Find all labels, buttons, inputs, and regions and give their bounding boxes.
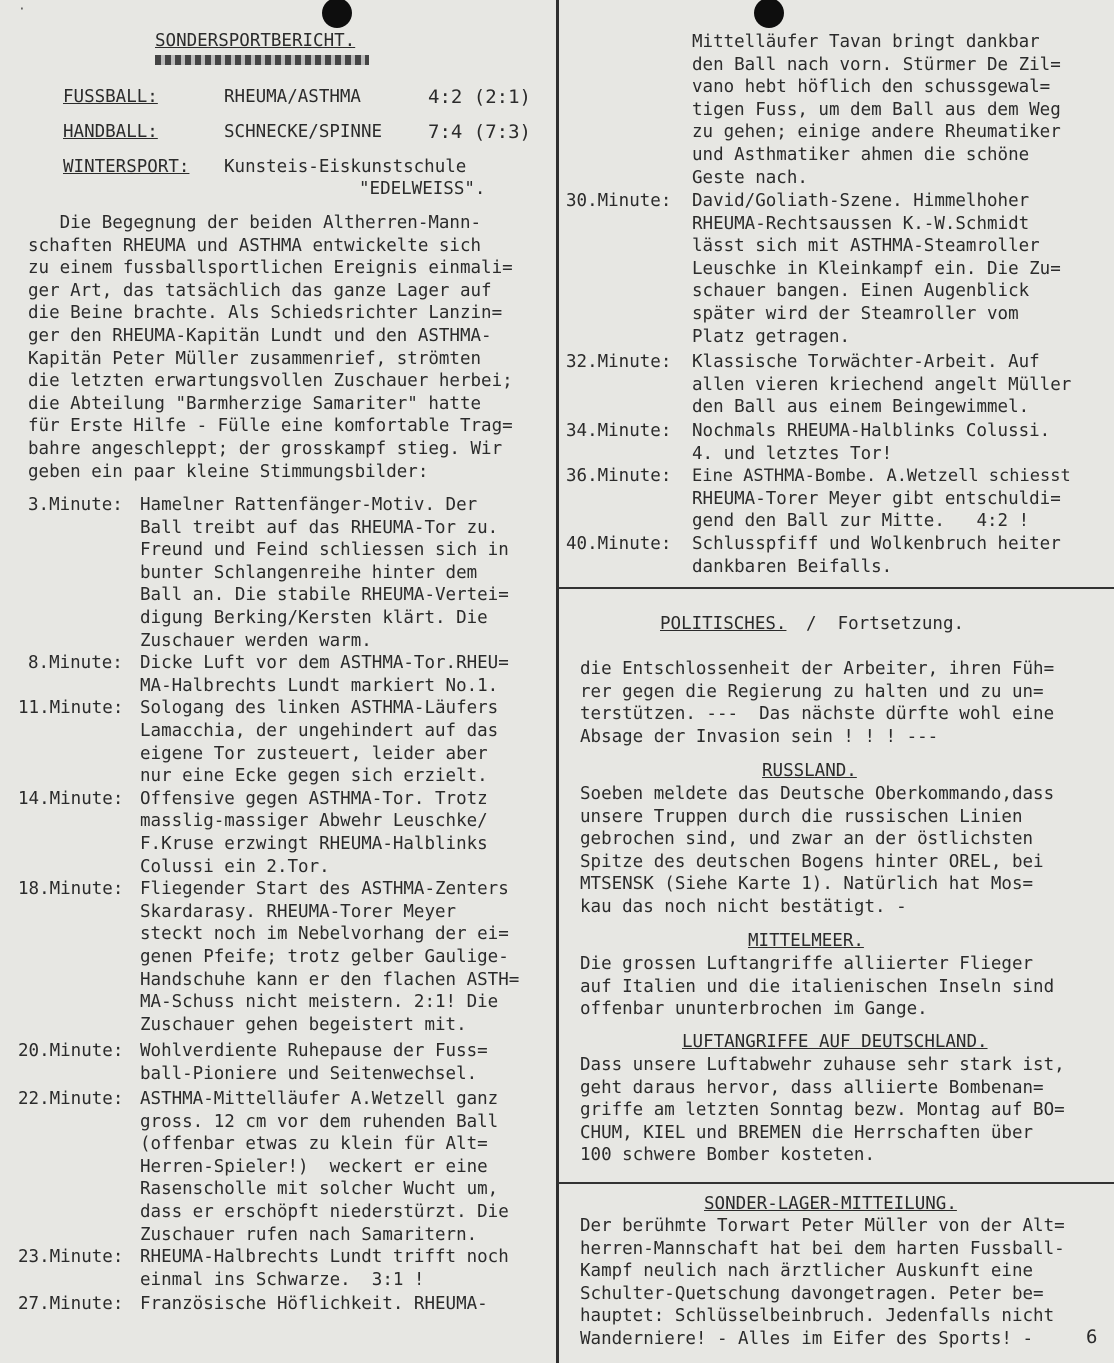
minute-text: steckt noch im Nebelvorhang der ei=	[140, 924, 509, 945]
minute-text: MA-Schuss nicht meistern. 2:1! Die	[140, 992, 499, 1013]
sonder-line: hauptet: Schlüsselbeinbruch. Jedenfalls nicht	[580, 1306, 1055, 1327]
minute-text: schauer bangen. Einen Augenblick	[692, 281, 1030, 302]
politics-subheading: / Fortsetzung.	[806, 614, 965, 634]
luftangriffe-line: 100 schwere Bomber kosteten.	[580, 1145, 876, 1166]
russland-line: gebrochen sind, und zwar an der östlichsten	[580, 829, 1034, 850]
cont-line: Mittelläufer Tavan bringt dankbar	[692, 32, 1040, 52]
cont-line: Geste nach.	[692, 167, 808, 188]
minute-label: 20.Minute:	[18, 1041, 124, 1061]
minute-label: 8.Minute:	[28, 653, 123, 674]
minute-text: Zuschauer rufen nach Samaritern.	[140, 1224, 478, 1245]
mittelmeer-line: auf Italien und die italienischen Inseln sind	[580, 976, 1055, 997]
russland-line: kau das noch nicht bestätigt. -	[580, 897, 907, 917]
russland-line: Spitze des deutschen Bogens hinter OREL, bei	[580, 851, 1044, 872]
minute-text: Nochmals RHEUMA-Halblinks Colussi.	[692, 421, 1051, 441]
luftangriffe-line: geht daraus hervor, dass alliierte Bombenan=	[580, 1077, 1044, 1098]
intro-line: bahre angeschleppt; der grosskampf stieg. Wir	[28, 439, 503, 459]
cont-line: den Ball nach vorn. Stürmer De Zil=	[692, 54, 1061, 75]
minute-label: 18.Minute:	[18, 879, 124, 900]
intro-line: für Erste Hilfe - Fülle eine komfortable Trag=	[28, 416, 513, 437]
intro-line: ger Art, das tatsächlich das ganze Lager auf	[28, 280, 492, 301]
politics-line: die Entschlossenheit der Arbeiter, ihren Füh=	[580, 659, 1055, 679]
minute-text: ASTHMA-Mittelläufer A.Wetzell ganz	[140, 1089, 499, 1109]
minute-text: Offensive gegen ASTHMA-Tor. Trotz	[140, 788, 488, 809]
minute-text: Sologang des linken ASTHMA-Läufers	[140, 698, 499, 719]
minute-text: masslig-massiger Abwehr Leuschke/	[140, 811, 488, 832]
minute-text: 4. und letztes Tor!	[692, 443, 893, 464]
minute-text: dankbaren Beifalls.	[692, 556, 893, 577]
mittelmeer-heading: MITTELMEER.	[748, 931, 864, 951]
minute-text: David/Goliath-Szene. Himmelhoher	[692, 191, 1030, 211]
minute-text: dass er erschöpft niederstürzt. Die	[140, 1202, 509, 1222]
minute-label: 22.Minute:	[18, 1089, 124, 1109]
minute-text: ball-Pioniere und Seitenwechsel.	[140, 1063, 478, 1084]
cont-line: vano hebt höflich den schussgewal=	[692, 77, 1051, 98]
minute-text: allen vieren kriechend angelt Müller	[692, 374, 1072, 395]
intro-line: geben ein paar kleine Stimmungsbilder:	[28, 461, 429, 482]
minute-text: Französische Höflichkeit. RHEUMA-	[140, 1294, 488, 1314]
russland-heading: RUSSLAND.	[762, 761, 857, 781]
intro-line: ger den RHEUMA-Kapitän Lundt und den ASTHMA-	[28, 326, 492, 346]
minute-text: digung Berking/Kersten klärt. Die	[140, 608, 488, 628]
minute-text: einmal ins Schwarze. 3:1 !	[140, 1269, 425, 1290]
minute-text: F.Kruse erzwingt RHEUMA-Halblinks	[140, 834, 488, 854]
result-sport-2: HANDBALL:	[63, 122, 158, 142]
sonder-line: herren-Mannschaft hat bei dem harten Fussball-	[580, 1238, 1065, 1259]
minute-text: genen Pfeife; trotz gelber Gaulige-	[140, 947, 509, 967]
minute-text: RHEUMA-Torer Meyer gibt entschuldi=	[692, 488, 1061, 509]
minute-text: später wird der Steamroller vom	[692, 304, 1019, 324]
minute-text: (offenbar etwas zu klein für Alt=	[140, 1134, 488, 1155]
minute-text: Zuschauer gehen begeistert mit.	[140, 1014, 467, 1035]
minute-text: nur eine Ecke gegen sich erzielt.	[140, 766, 488, 787]
minute-text: den Ball aus einem Beingewimmel.	[692, 397, 1030, 418]
result-sport-1: FUSSBALL:	[63, 87, 158, 107]
report-title: SONDERSPORTBERICHT.	[155, 31, 356, 51]
punch-hole-left	[322, 0, 352, 28]
intro-line: die Beine brachte. Als Schiedsrichter Lanzin=	[28, 303, 503, 324]
column-divider	[556, 0, 559, 1363]
politics-line: rer gegen die Regierung zu halten und zu un=	[580, 681, 1044, 702]
winter-line-1: Kunsteis-Eiskunstschule	[224, 157, 467, 177]
minute-text: gend den Ball zur Mitte. 4:2 !	[692, 511, 1030, 532]
minute-text: Fliegender Start des ASTHMA-Zenters	[140, 879, 509, 900]
section-divider-1	[557, 587, 1114, 589]
title-underline-bar	[155, 55, 369, 65]
winter-label: WINTERSPORT:	[63, 157, 190, 177]
cont-line: und Asthmatiker ahmen die schöne	[692, 145, 1030, 165]
luftangriffe-line: griffe am letzten Sonntag bezw. Montag auf BO=	[580, 1100, 1065, 1121]
result-score-2: 7:4 (7:3)	[428, 121, 531, 143]
minute-text: Zuschauer werden warm.	[140, 630, 372, 651]
minute-label: 14.Minute:	[18, 788, 124, 809]
russland-line: unsere Truppen durch die russischen Linien	[580, 806, 1023, 827]
sonder-line: Schulter-Quetschung davongetragen. Peter be=	[580, 1283, 1044, 1304]
minute-text: RHEUMA-Halbrechts Lundt trifft noch	[140, 1247, 509, 1268]
punch-hole-right	[754, 0, 784, 28]
intro-line: die letzten erwartungsvollen Zuschauer herbei;	[28, 371, 513, 392]
minute-text: Handschuhe kann er den flachen ASTH=	[140, 969, 520, 990]
intro-line: Die Begegnung der beiden Altherren-Mann-	[28, 213, 482, 233]
winter-line-2: "EDELWEISS".	[359, 179, 486, 199]
minute-text: Ball treibt auf das RHEUMA-Tor zu.	[140, 517, 499, 538]
minute-label: 40.Minute:	[566, 534, 672, 554]
minute-label: 32.Minute:	[566, 352, 672, 372]
cont-line: zu gehen; einige andere Rheumatiker	[692, 122, 1061, 143]
minute-text: RHEUMA-Rechtsaussen K.-W.Schmidt	[692, 213, 1030, 234]
intro-line: Kapitän Peter Müller zusammenrief, strömten	[28, 348, 482, 369]
minute-label: 30.Minute:	[566, 191, 672, 211]
minute-label: 36.Minute:	[566, 466, 672, 486]
minute-text: MA-Halbrechts Lundt markiert No.1.	[140, 675, 499, 696]
minute-text: Klassische Torwächter-Arbeit. Auf	[692, 352, 1040, 372]
minute-label: 27.Minute:	[18, 1294, 124, 1314]
result-score-1: 4:2 (2:1)	[428, 86, 531, 108]
minute-text: lässt sich mit ASTHMA-Steamroller	[692, 236, 1040, 257]
minute-text: Hamelner Rattenfänger-Motiv. Der	[140, 495, 478, 515]
minute-text: Herren-Spieler!) weckert er eine	[140, 1156, 488, 1177]
minute-text: Eine ASTHMA-Bombe. A.Wetzell schiesst	[692, 466, 1071, 486]
intro-line: zu einem fussballsportlichen Ereignis einmali=	[28, 258, 513, 279]
luftangriffe-line: Dass unsere Luftabwehr zuhause sehr stark ist,	[580, 1055, 1065, 1075]
intro-line: die Abteilung "Barmherzige Samariter" hatte	[28, 393, 482, 414]
minute-text: gross. 12 cm vor dem ruhenden Ball	[140, 1111, 499, 1132]
minute-text: Lamacchia, der ungehindert auf das	[140, 721, 499, 741]
sonder-heading: SONDER-LAGER-MITTEILUNG.	[704, 1194, 957, 1214]
minute-text: Leuschke in Kleinkampf ein. Die Zu=	[692, 258, 1061, 279]
minute-text: Colussi ein 2.Tor.	[140, 856, 330, 877]
minute-text: Ball an. Die stabile RHEUMA-Vertei=	[140, 585, 509, 606]
minute-text: Schlusspfiff und Wolkenbruch heiter	[692, 534, 1061, 554]
sonder-line: Der berühmte Torwart Peter Müller von der Alt=	[580, 1216, 1065, 1236]
politics-line: Absage der Invasion sein ! ! ! ---	[580, 726, 939, 747]
minute-text: Platz getragen.	[692, 326, 851, 347]
result-teams-1: RHEUMA/ASTHMA	[224, 87, 361, 107]
minute-text: Wohlverdiente Ruhepause der Fuss=	[140, 1041, 488, 1061]
politics-line: terstützen. --- Das nächste dürfte wohl eine	[580, 704, 1055, 725]
minute-text: Skardarasy. RHEUMA-Torer Meyer	[140, 901, 457, 922]
minute-text: eigene Tor zusteuert, leider aber	[140, 743, 488, 764]
minute-text: Rasenscholle mit solcher Wucht um,	[140, 1179, 499, 1200]
minute-label: 23.Minute:	[18, 1247, 124, 1268]
politics-heading: POLITISCHES.	[660, 614, 787, 634]
mittelmeer-line: Die grossen Luftangriffe alliierter Flieger	[580, 954, 1034, 974]
intro-line: schaften RHEUMA und ASTHMA entwickelte sich	[28, 235, 482, 256]
russland-line: MTSENSK (Siehe Karte 1). Natürlich hat Mos=	[580, 874, 1034, 895]
luftangriffe-line: CHUM, KIEL und BREMEN die Herrschaften über	[580, 1122, 1034, 1143]
section-divider-2	[557, 1182, 1114, 1184]
sonder-line: Wanderniere! - Alles im Eifer des Sports! -	[580, 1329, 1034, 1349]
minute-label: 11.Minute:	[18, 698, 124, 719]
page-number: 6	[1086, 1326, 1098, 1348]
mittelmeer-line: offenbar ununterbrochen im Gange.	[580, 999, 928, 1020]
luftangriffe-heading: LUFTANGRIFFE AUF DEUTSCHLAND.	[682, 1032, 988, 1052]
speck-mark: ·	[18, 2, 26, 17]
minute-text: bunter Schlangenreihe hinter dem	[140, 562, 478, 583]
cont-line: tigen Fuss, um dem Ball aus dem Weg	[692, 99, 1061, 120]
minute-label: 34.Minute:	[566, 421, 672, 441]
result-teams-2: SCHNECKE/SPINNE	[224, 122, 383, 142]
russland-line: Soeben meldete das Deutsche Oberkommando,dass	[580, 784, 1055, 804]
minute-text: Freund und Feind schliessen sich in	[140, 540, 509, 561]
minute-label: 3.Minute:	[28, 495, 123, 515]
minute-text: Dicke Luft vor dem ASTHMA-Tor.RHEU=	[140, 653, 509, 674]
sonder-line: Kampf neulich nach ärztlicher Auskunft eine	[580, 1261, 1034, 1282]
